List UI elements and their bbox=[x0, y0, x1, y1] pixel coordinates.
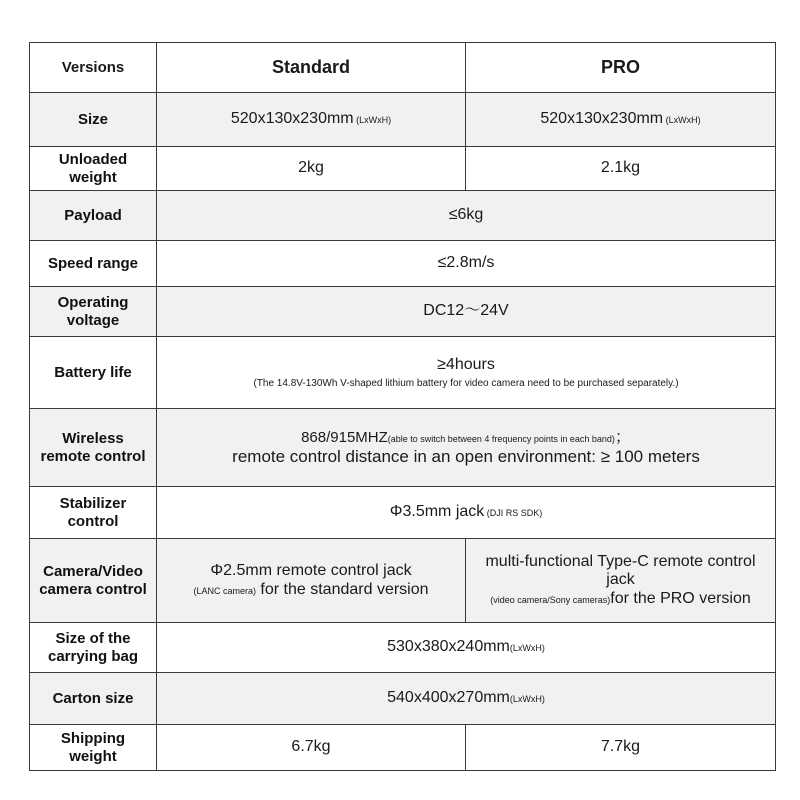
operating-voltage-value: DC12～24V bbox=[157, 287, 776, 337]
bag-size-value: 530x380x240mm bbox=[387, 638, 510, 656]
camera-pro-note: (video camera/Sony cameras) bbox=[490, 594, 611, 605]
battery-life-label: Battery life bbox=[30, 337, 157, 409]
camera-pro-line2: for the PRO version bbox=[610, 589, 751, 607]
stabilizer-control-value: Φ3.5mm jack bbox=[389, 503, 485, 521]
bag-size-row bbox=[30, 623, 776, 673]
carton-size-unit: (LxWxH) bbox=[509, 694, 545, 705]
label-line: Operating bbox=[57, 294, 129, 312]
bag-size-cell bbox=[157, 623, 776, 673]
stabilizer-control-note: (DJI RS SDK) bbox=[484, 508, 543, 519]
camera-pro-line1: multi-functional Type-C remote control jack bbox=[485, 552, 756, 589]
speed-range-label: Speed range bbox=[30, 241, 157, 287]
stabilizer-control-label bbox=[30, 487, 157, 539]
payload-value: ≤6kg bbox=[157, 191, 776, 241]
camera-standard-line2-wrap bbox=[161, 581, 461, 599]
battery-life-note: (The 14.8V-130Wh V-shaped lithium battery for video camera need to be purchased separately.) bbox=[253, 377, 679, 389]
bag-size-label bbox=[30, 623, 157, 673]
wireless-remote-label bbox=[30, 409, 157, 487]
carton-size-label: Carton size bbox=[30, 673, 157, 725]
unloaded-weight-row bbox=[30, 147, 776, 191]
unloaded-weight-standard: 2kg bbox=[157, 147, 466, 191]
pro-header: PRO bbox=[466, 43, 776, 93]
camera-control-row bbox=[30, 539, 776, 623]
versions-header: Versions bbox=[30, 43, 157, 93]
carton-size-value: 540x400x270mm bbox=[387, 689, 510, 707]
payload-row bbox=[30, 191, 776, 241]
header-row bbox=[30, 43, 776, 93]
carton-size-cell bbox=[157, 673, 776, 725]
label-line: weight bbox=[69, 168, 117, 186]
speed-range-row bbox=[30, 241, 776, 287]
wireless-freq-note: (able to switch between 4 frequency points in each band) bbox=[387, 433, 615, 444]
standard-header: Standard bbox=[157, 43, 466, 93]
label-line: Stabilizer bbox=[59, 495, 127, 513]
size-standard-value: 520x130x230mm bbox=[230, 110, 354, 128]
shipping-weight-label bbox=[30, 725, 157, 771]
battery-life-row bbox=[30, 337, 776, 409]
operating-voltage-label bbox=[30, 287, 157, 337]
stabilizer-control-row bbox=[30, 487, 776, 539]
label-line: control bbox=[67, 512, 119, 530]
wireless-freq-line bbox=[161, 429, 771, 447]
size-label: Size bbox=[30, 93, 157, 147]
camera-standard-line2: for the standard version bbox=[255, 580, 429, 598]
label-line: camera control bbox=[39, 580, 147, 598]
size-standard-unit: (LxWxH) bbox=[353, 115, 392, 126]
camera-control-label bbox=[30, 539, 157, 623]
label-line: remote control bbox=[40, 447, 146, 465]
shipping-weight-row bbox=[30, 725, 776, 771]
wireless-freq-suffix: ； bbox=[614, 428, 631, 446]
size-pro-value: 520x130x230mm bbox=[540, 110, 664, 128]
spec-table bbox=[29, 42, 776, 771]
wireless-distance: remote control distance in an open environment: ≥ 100 meters bbox=[232, 446, 700, 466]
label-line: Size of the bbox=[55, 630, 131, 648]
size-standard bbox=[157, 93, 466, 147]
wireless-freq: 868/915MHZ bbox=[301, 428, 388, 446]
battery-life-cell bbox=[157, 337, 776, 409]
battery-life-value: ≥4hours bbox=[437, 355, 495, 373]
stabilizer-control-cell bbox=[157, 487, 776, 539]
size-pro-unit: (LxWxH) bbox=[663, 115, 701, 126]
carton-size-row bbox=[30, 673, 776, 725]
unloaded-weight-label bbox=[30, 147, 157, 191]
label-line: Unloaded bbox=[58, 151, 128, 169]
label-line: weight bbox=[69, 747, 117, 765]
payload-label: Payload bbox=[30, 191, 157, 241]
camera-control-pro bbox=[466, 539, 776, 623]
camera-standard-line1: Φ2.5mm remote control jack bbox=[210, 562, 412, 580]
bag-size-unit: (LxWxH) bbox=[509, 643, 545, 654]
wireless-remote-cell bbox=[157, 409, 776, 487]
label-line: voltage bbox=[66, 311, 120, 329]
wireless-remote-row bbox=[30, 409, 776, 487]
camera-pro-line2-wrap bbox=[470, 590, 771, 608]
operating-voltage-row bbox=[30, 287, 776, 337]
shipping-weight-standard: 6.7kg bbox=[157, 725, 466, 771]
camera-control-standard bbox=[157, 539, 466, 623]
label-line: carrying bag bbox=[47, 647, 139, 665]
speed-range-value: ≤2.8m/s bbox=[157, 241, 776, 287]
shipping-weight-pro: 7.7kg bbox=[466, 725, 776, 771]
camera-standard-note: (LANC camera) bbox=[193, 585, 256, 596]
size-pro bbox=[466, 93, 776, 147]
label-line: Camera/Video bbox=[43, 563, 143, 581]
unloaded-weight-pro: 2.1kg bbox=[466, 147, 776, 191]
label-line: Shipping bbox=[60, 730, 126, 748]
label-line: Wireless bbox=[62, 430, 124, 448]
size-row bbox=[30, 93, 776, 147]
